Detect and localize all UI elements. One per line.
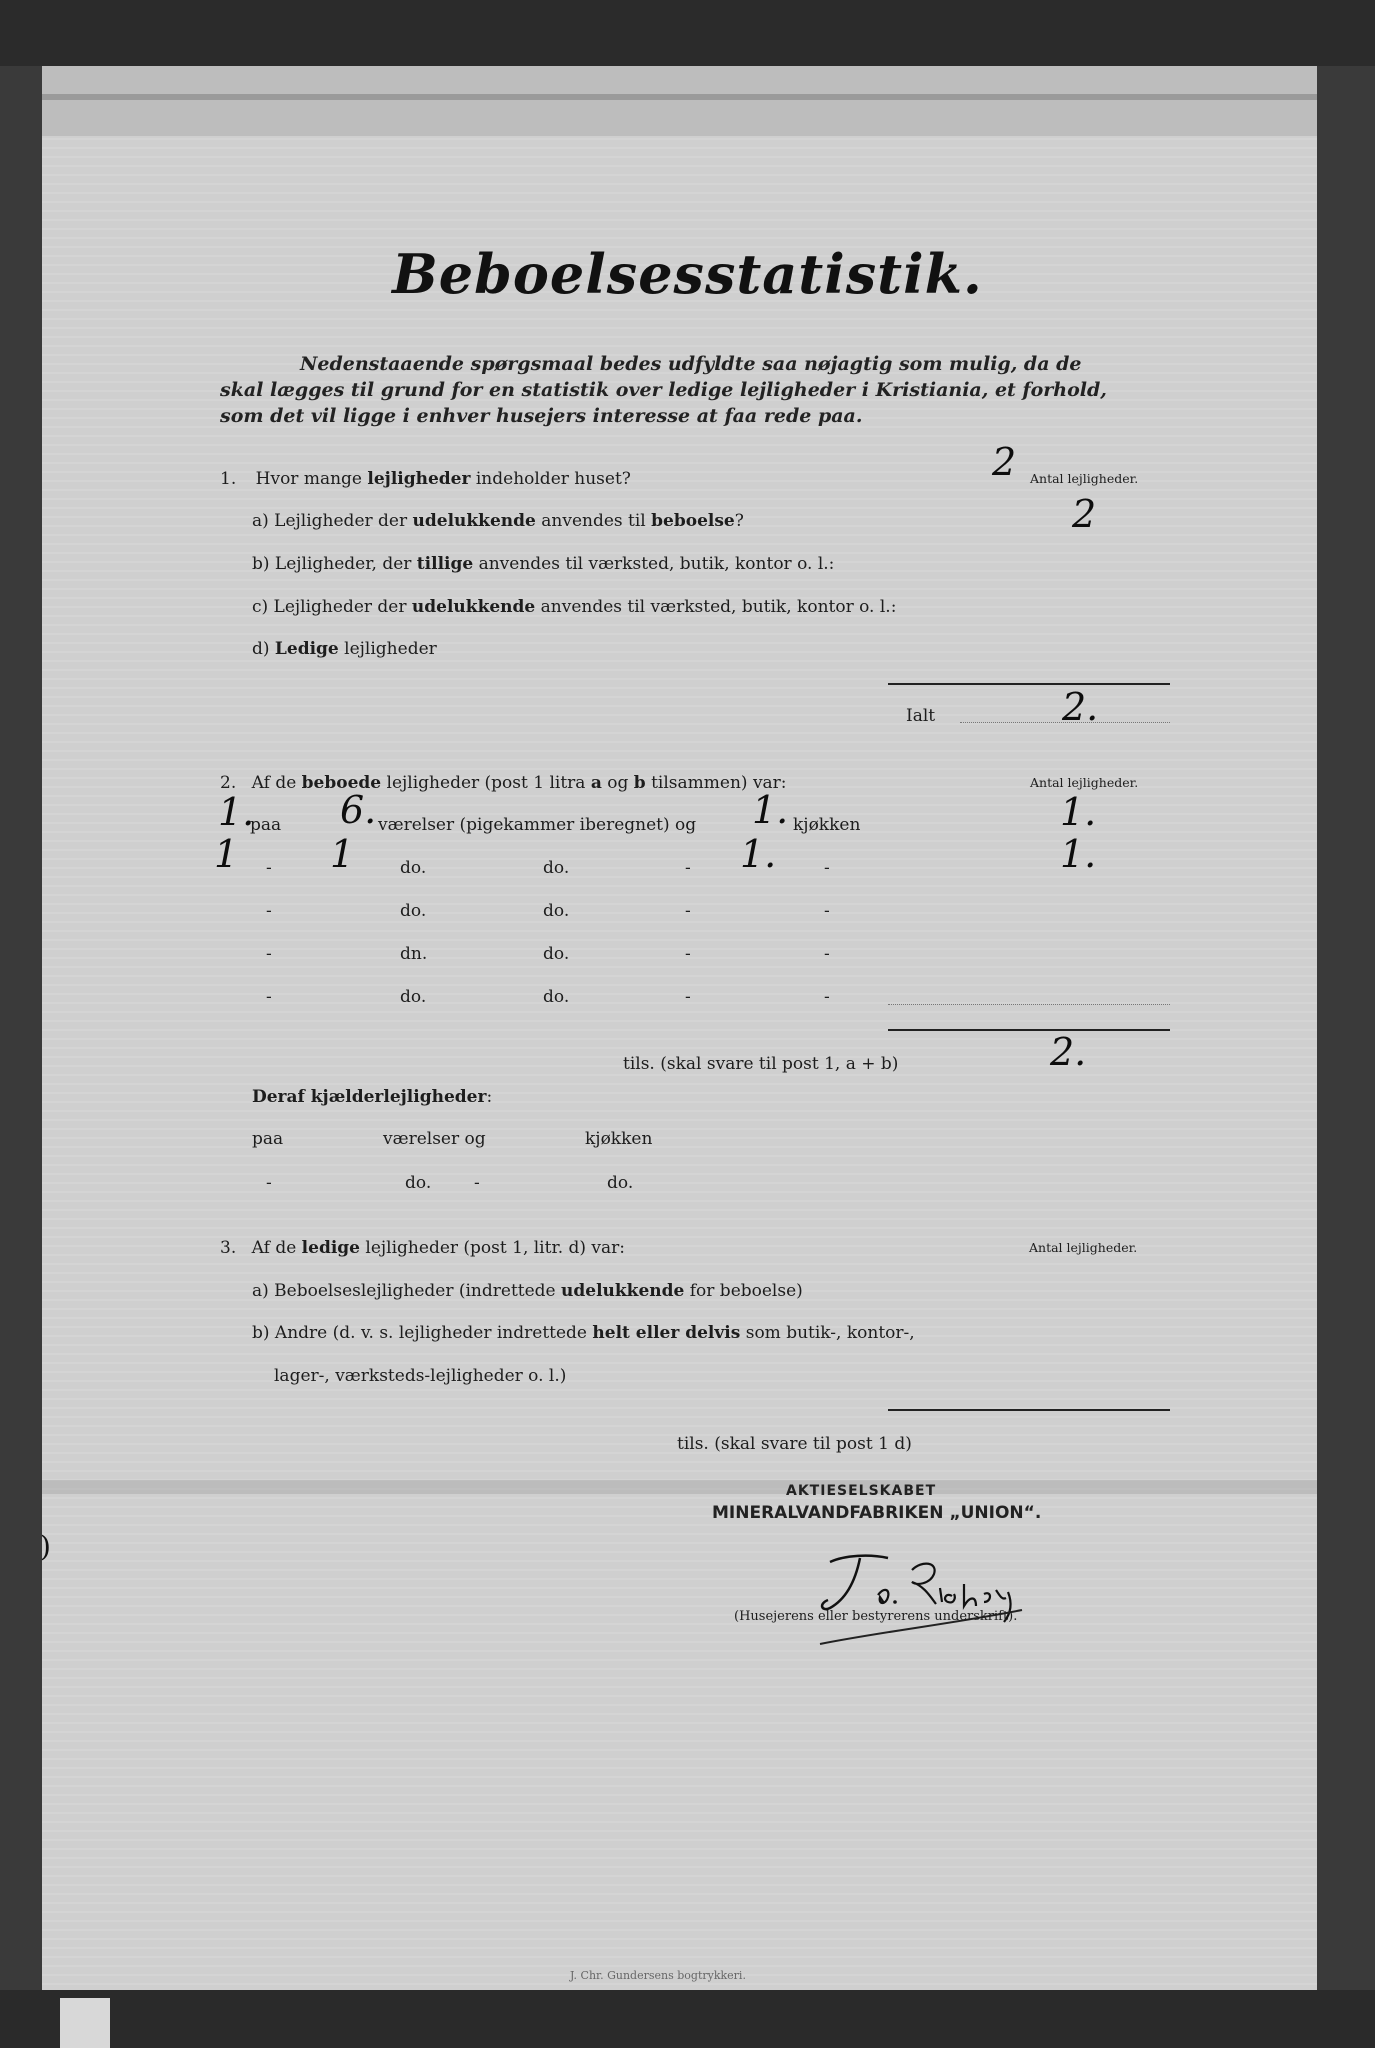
q3a-line: a) Beboelseslejligheder (indrettede udelukkende for beboelse) xyxy=(252,1281,803,1301)
film-frame-top xyxy=(0,0,1375,66)
q1-total-answer: 2. xyxy=(1062,685,1099,729)
q3b-line-2: lager-, værksteds-lejligheder o. l.) xyxy=(274,1366,567,1386)
q3-line: 3. Af de ledige lejligheder (post 1, litr. d) var: xyxy=(220,1238,626,1258)
q2-sum-rule xyxy=(888,1029,1170,1031)
q2-line: 2. Af de beboede lejligheder (post 1 litra a og b tilsammen) var: xyxy=(220,773,787,793)
q3-sum-rule xyxy=(888,1409,1170,1411)
q1-bold: lejligheder xyxy=(367,469,471,489)
q3-number: 3. xyxy=(220,1238,237,1258)
q2-tils-answer: 2. xyxy=(1050,1030,1087,1074)
q2-number: 2. xyxy=(220,773,237,793)
intro-line-2: skal lægges til grund for en statistik over ledige lejligheder i Kristiania, et forhold, xyxy=(220,379,1107,401)
page-top-band xyxy=(42,66,1317,136)
intro-line-3: som det vil ligge i enhver husejers interesse at faa rede paa. xyxy=(220,405,863,427)
q1-line: 1. Hvor mange lejligheder indeholder huset? xyxy=(220,469,631,489)
page-fold-band xyxy=(42,1480,1317,1494)
q2-row1-answer: 1. xyxy=(1060,790,1097,834)
margin-mark: ) xyxy=(40,1530,51,1563)
film-corner-marker xyxy=(60,1998,110,2048)
q2-row2-count: 1 xyxy=(214,832,239,876)
page-title: Beboelsesstatistik. xyxy=(392,242,983,306)
q2-dots xyxy=(888,1004,1170,1005)
q2-tils: tils. (skal svare til post 1, a + b) xyxy=(623,1054,899,1074)
q1a-line: a) Lejligheder der udelukkende anvendes til beboelse? xyxy=(252,511,744,531)
q2-deraf: Deraf kjælderlejligheder: xyxy=(252,1087,493,1107)
company-stamp-line2: MINERALVANDFABRIKEN „UNION“. xyxy=(712,1503,1042,1523)
q1-sum-rule xyxy=(888,683,1170,685)
q1a-answer: 2 xyxy=(1072,492,1097,536)
q2-row1-count: 1. xyxy=(218,790,255,834)
q2-row1-label: værelser (pigekammer iberegnet) og xyxy=(378,815,697,835)
q2-row2-answer: 1. xyxy=(1060,832,1097,876)
company-stamp-line1: AKTIESELSKABET xyxy=(786,1483,937,1499)
intro-line-1: Nedenstaaende spørgsmaal bedes udfyldte saa nøjagtig som mulig, da de xyxy=(300,353,1082,375)
film-frame-bottom xyxy=(0,1990,1375,2048)
q1c-line: c) Lejligheder der udelukkende anvendes til værksted, butik, kontor o. l.: xyxy=(252,597,897,617)
q1d-line: d) Ledige lejligheder xyxy=(252,639,437,659)
handwritten-signature xyxy=(800,1540,1030,1650)
q3-unit: Antal lejligheder. xyxy=(1029,1240,1138,1255)
q1-total-dots xyxy=(960,722,1170,723)
q1-answer: 2 xyxy=(992,440,1017,484)
q3-tils: tils. (skal svare til post 1 d) xyxy=(677,1434,912,1454)
q2-unit: Antal lejligheder. xyxy=(1030,775,1139,790)
q2-row1-kjokken: kjøkken xyxy=(793,815,861,835)
q2-row1-kitchens: 1. xyxy=(752,788,789,832)
q1-unit: Antal lejligheder. xyxy=(1030,471,1139,486)
q1-number: 1. xyxy=(220,469,237,489)
q1-total-label: Ialt xyxy=(906,706,936,726)
q2-row1-paa: paa xyxy=(250,815,282,835)
q3b-line: b) Andre (d. v. s. lejligheder indrettede helt eller delvis som butik-, kontor-, xyxy=(252,1323,915,1343)
q2-row2-kitchens: 1. xyxy=(740,832,777,876)
q1b-line: b) Lejligheder, der tillige anvendes til værksted, butik, kontor o. l.: xyxy=(252,554,835,574)
q2-row2-rooms: 1 xyxy=(330,832,355,876)
signature-caption: (Husejerens eller bestyrerens underskrift). xyxy=(734,1609,1018,1624)
q2-row1-rooms: 6. xyxy=(340,788,377,832)
printer-imprint: J. Chr. Gundersens bogtrykkeri. xyxy=(570,1969,746,1982)
